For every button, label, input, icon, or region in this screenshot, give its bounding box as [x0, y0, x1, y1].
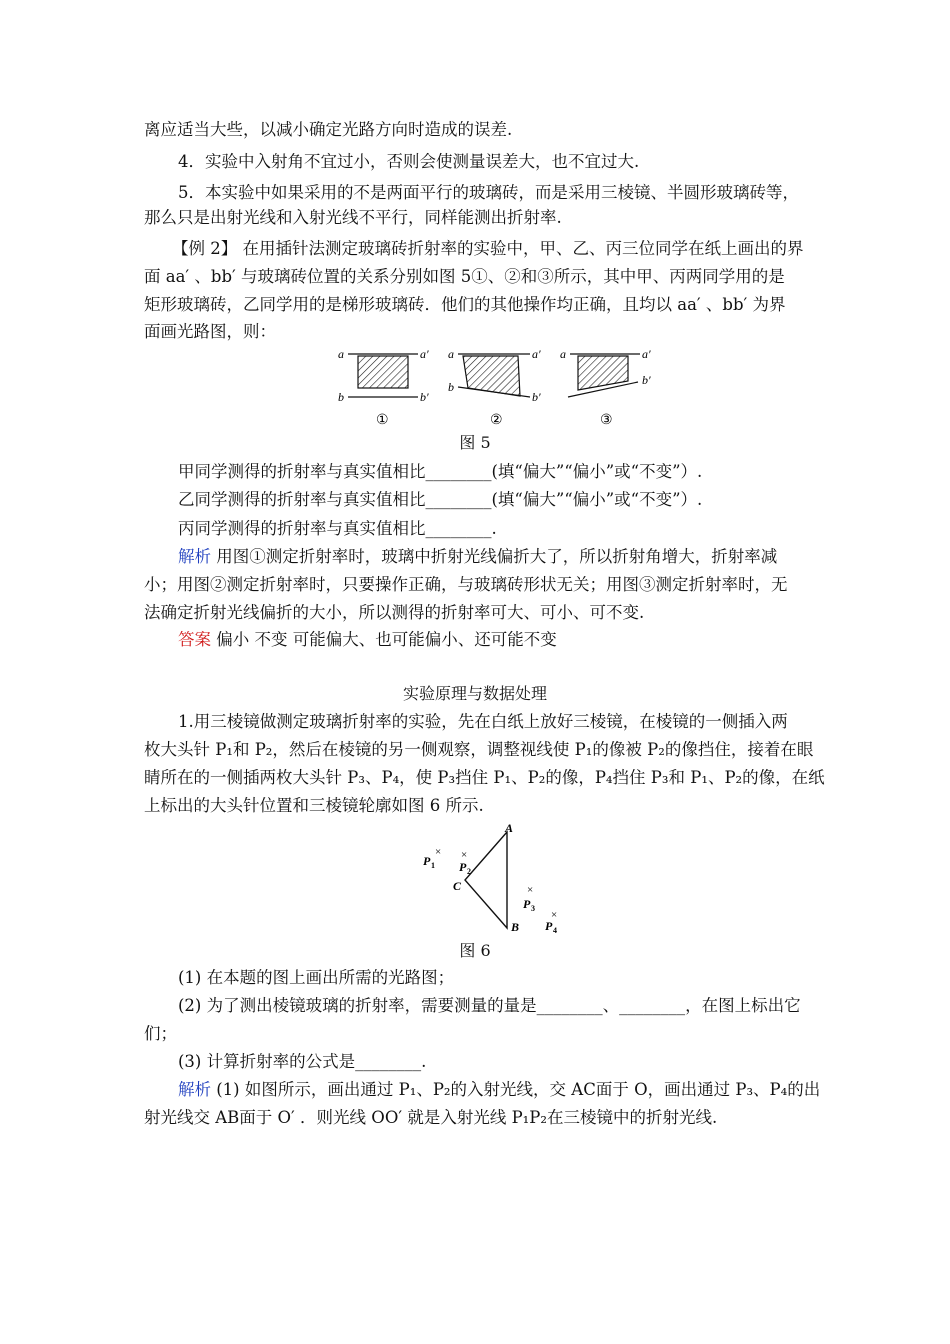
prism-triangle — [465, 832, 507, 928]
analysis-label: 解析 — [178, 547, 211, 566]
panel-label-1: ① — [376, 413, 389, 428]
pin-P3-sub: 3 — [531, 904, 535, 913]
pin-P3-label: P — [523, 897, 531, 911]
example-heading-line: 【例 2】 在用插针法测定玻璃砖折射率的实验中，甲、乙、丙三位同学在纸上画出的界 — [172, 239, 804, 258]
analysis-line — [178, 545, 777, 569]
label-a-prime: a′ — [420, 347, 429, 361]
label-b: b — [338, 390, 344, 404]
answer-label: 答案 — [178, 630, 211, 649]
question-line: 甲同学测得的折射率与真实值相比________(填“偏大”“偏小”或“不变”）. — [178, 462, 703, 481]
text-line: 1.用三棱镜做测定玻璃折射率的实验，先在白纸上放好三棱镜，在棱镜的一侧插入两 — [178, 712, 788, 731]
analysis-text: 用图①测定折射率时，玻璃中折射光线偏折大了，所以折射角增大，折射率减 — [211, 547, 778, 566]
label-b-prime: b′ — [532, 390, 541, 404]
figure-5-caption: 图 5 — [459, 433, 491, 452]
answer-text: 偏小 不变 可能偏大、也可能偏小、还可能不变 — [211, 630, 557, 649]
analysis-label: 解析 — [178, 1080, 211, 1099]
label-a: a — [448, 347, 454, 361]
text-line: 法确定折射光线偏折的大小，所以测得的折射率可大、可小、可不变. — [144, 603, 645, 622]
figure-5-diagram — [330, 342, 690, 432]
analysis-line — [178, 1078, 820, 1102]
figure-5-panel-1 — [338, 347, 429, 428]
label-b: b — [448, 380, 454, 394]
figure-6-diagram — [415, 820, 575, 935]
pin-P2-sub: 2 — [467, 867, 471, 876]
panel-label-3: ③ — [600, 413, 613, 428]
pin-P1-sub: 1 — [431, 861, 435, 870]
text-line: 面画光路图，则： — [144, 322, 276, 341]
label-a-prime: a′ — [532, 347, 541, 361]
text-line: 5．本实验中如果采用的不是两面平行的玻璃砖，而是采用三棱镜、半圆形玻璃砖等， — [178, 183, 799, 202]
pin-P4-label: P — [545, 919, 553, 933]
section-title: 实验原理与数据处理 — [402, 684, 547, 703]
label-b-prime: b′ — [642, 373, 651, 387]
analysis-text: (1) 如图所示，画出通过 P₁、P₂的入射光线，交 AC面于 O，画出通过 P₃、P₄的出 — [211, 1080, 821, 1099]
panel-label-2: ② — [490, 413, 503, 428]
text-line: 睛所在的一侧插两枚大头针 P₃、P₄，使 P₃挡住 P₁、P₂的像，P₄挡住 P₃和 P₁、P₂的像，在纸 — [144, 768, 825, 787]
label-a: a — [338, 347, 344, 361]
pin-P2-label: P — [459, 860, 467, 874]
question-line: 丙同学测得的折射率与真实值相比________. — [178, 519, 497, 538]
figure-6-caption: 图 6 — [459, 941, 491, 960]
pin-P2-mark: × — [461, 849, 468, 861]
text-line: 小；用图②测定折射率时，只要操作正确，与玻璃砖形状无关；用图③测定折射率时，无 — [144, 575, 788, 594]
pin-P4-sub: 4 — [553, 926, 557, 935]
text-line: 上标出的大头针位置和三棱镜轮廓如图 6 所示. — [144, 796, 484, 815]
sub-question: (2) 为了测出棱镜玻璃的折射率，需要测量的量是________、________，在图上标出它 — [178, 996, 801, 1015]
pin-P4-mark: × — [551, 909, 558, 921]
label-a: a — [560, 347, 566, 361]
text-line: 那么只是出射光线和入射光线不平行，同样能测出折射率. — [144, 208, 562, 227]
text-line: 离应适当大些，以减小确定光路方向时造成的误差. — [144, 120, 513, 139]
sub-question: (1) 在本题的图上画出所需的光路图； — [178, 968, 455, 987]
question-line: 乙同学测得的折射率与真实值相比________(填“偏大”“偏小”或“不变”）. — [178, 490, 703, 509]
vertex-B: B — [511, 920, 520, 934]
text-line: 面 aa′ 、bb′ 与玻璃砖位置的关系分别如图 5①、②和③所示，其中甲、丙两同学用的是 — [144, 267, 785, 286]
text-line: 4．实验中入射角不宜过小，否则会使测量误差大，也不宜过大. — [178, 152, 640, 171]
sub-question: (3) 计算折射率的公式是________. — [178, 1052, 427, 1071]
vertex-C: C — [453, 879, 462, 893]
text-line: 矩形玻璃砖，乙同学用的是梯形玻璃砖．他们的其他操作均正确，且均以 aa′ 、bb′ 为界 — [144, 295, 786, 314]
vertex-A: A — [505, 821, 514, 835]
answer-line — [178, 628, 557, 652]
text-line: 枚大头针 P₁和 P₂，然后在棱镜的另一侧观察，调整视线使 P₁的像被 P₂的像挡住，接着在眼 — [144, 740, 814, 759]
label-a-prime: a′ — [642, 347, 651, 361]
text-line: 们； — [144, 1024, 177, 1043]
label-b-prime: b′ — [420, 390, 429, 404]
figure-5-panel-3 — [560, 347, 651, 428]
text-line: 射光线交 AB面于 O′ ．则光线 OO′ 就是入射光线 P₁P₂在三棱镜中的折射光线. — [144, 1108, 718, 1127]
pin-P1-mark: × — [435, 846, 442, 858]
pin-P3-mark: × — [527, 884, 534, 896]
figure-5-panel-2 — [448, 347, 541, 428]
pin-P1-label: P — [423, 854, 431, 868]
